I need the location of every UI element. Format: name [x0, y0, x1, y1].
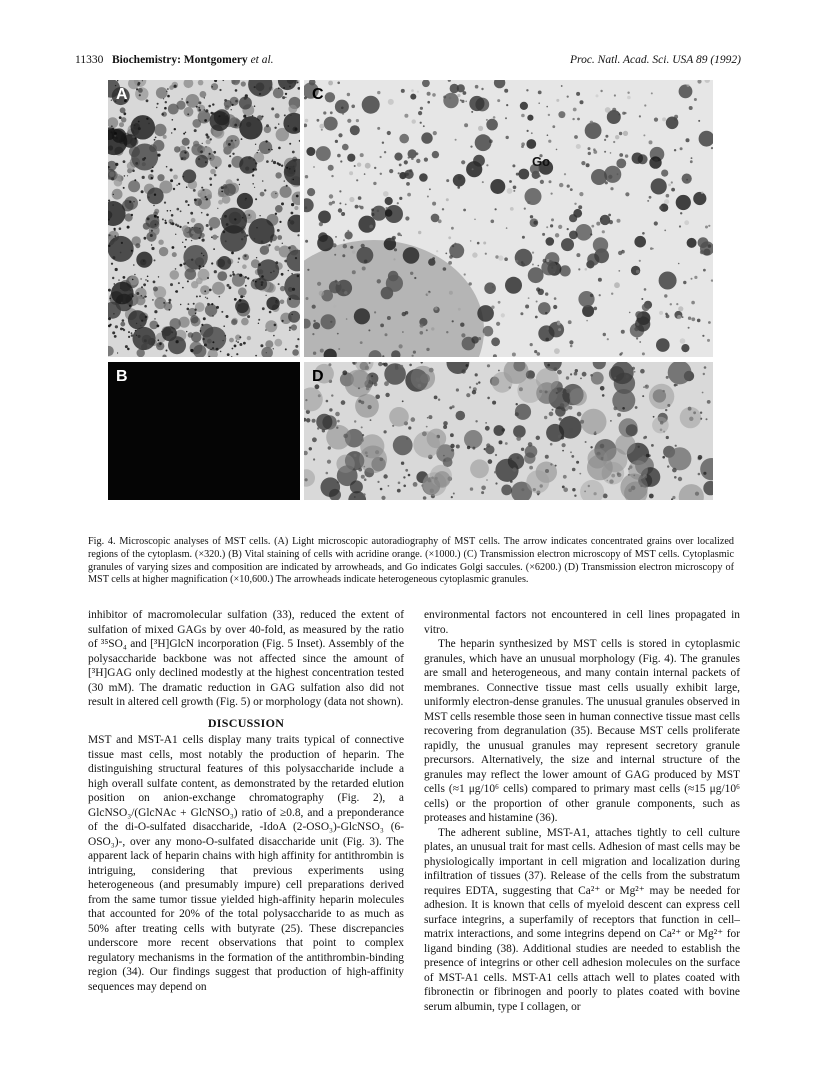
paragraph: The heparin synthesized by MST cells is stored in cytoplasmic granules, which have an unusual morphology (Fig. 4). The granules are small and heterogeneous, and many contain internal packets of membranes. Connective tissue mast cells usually exhibit large, uniformly electron-dense granules. The unusual granules observed in MST cells resemble those seen in human connective tissue mast cells recovering from degranulation (35). Because MST cells proliferate rapidly, the unusual granules may represent secretory granule precursors. Alternatively, the size and internal structure of the granules may reflect the lower amount of GAG produced by MST cells (≈1 μg/10⁶ cells) compared to primary mast cells (≈15 μg/10⁶ cells) or the proportion of other granule components, such as proteases and histamine (36). [424, 638, 740, 824]
right-column [424, 608, 740, 1014]
paragraph: The adherent subline, MST-A1, attaches tightly to cell culture plates, an unusual trait for mast cells. Adhesion of mast cells may be physiologically important in cell migration and localization during infiltration of tissues (37). Release of the cells from the substratum requires EDTA, suggesting that Ca²⁺ or Mg²⁺ may be needed for adhesion. It is known that cells of myeloid descent can express cell surface integrins, a superfamily of receptors that function in cell–matrix interactions, and some integrins depend on Ca²⁺ or Mg²⁺ for ligand binding (38). Additional studies are needed to establish the presence of integrins or other cell adhesion molecules on the surface of MST-A1 cells. MST-A1 cells attach well to plates coated with fibronectin or fibrinogen and poorly to plates coated with bovine serum albumin, type I collagen, or [424, 826, 740, 1013]
journal-section: Biochemistry: Montgomery [111, 54, 248, 66]
figure-4 [108, 80, 713, 500]
panel-d-image [304, 362, 713, 500]
panel-label-c: C [312, 86, 324, 103]
running-header [75, 54, 741, 70]
panel-label-d: D [312, 368, 324, 385]
panel-c-image [304, 80, 713, 357]
panel-label-b: B [116, 368, 128, 385]
figure-caption: Fig. 4. Microscopic analyses of MST cells. (A) Light microscopic autoradiography of MST cells. The arrow indicates concentrated grains over localized regions of the cytoplasm. (×320.) (B) Vital staining of cells with acridine orange. (×1000.) (C) Transmission electron microscopy of MST cells. Cytoplasmic granules of varying sizes and composition are indicated by arrowheads, and Go indicates Golgi saccules. (×6200.) (D) Transmission electron microscopy of MST cells at higher magnification (×10,600.) The arrowheads indicate heterogeneous cytoplasmic granules. [88, 536, 734, 586]
header-left [75, 54, 274, 70]
page-number: 11330 [75, 54, 104, 66]
citation: Proc. Natl. Acad. Sci. USA 89 (1992) [570, 54, 741, 66]
paragraph: inhibitor of macromolecular sulfation (33), reduced the extent of sulfation of mixed GAGs by over 40-fold, as measured by the ratio of ³⁵SO₄ and [³H]GlcN incorporation (Fig. 5 Inset). Assembly of the polysaccharide backbone was not affected since the amount of [³H]GAG only declined modestly at the highest concentration tested (30 mM). The dramatic reduction in GAG sulfation also did not result in altered cell growth (Fig. 5) or morphology (data not shown). [88, 609, 404, 708]
panel-d-tem-high-mag [304, 362, 713, 500]
section-heading: DISCUSSION [207, 715, 285, 730]
panel-label-a: A [116, 86, 128, 103]
panel-a-autoradiography [108, 80, 300, 357]
golgi-label: Go [532, 154, 551, 169]
panel-a-image [108, 80, 300, 357]
left-column [88, 608, 404, 994]
panel-b-acridine-orange [108, 362, 300, 500]
panel-c-tem [304, 80, 713, 357]
journal-section-suffix: et al. [247, 54, 274, 66]
paragraph: MST and MST-A1 cells display many traits typical of connective tissue mast cells, most notably the production of heparin. The distinguishing structural features of this polysaccharide include a high overall sulfate content, as demonstrated by the retarded elution position on anion-exchange chromatography (Fig. 2), a GlcNSO₃/(GlcNAc + GlcNSO₃) ratio of ≥0.8, and a preponderance of the di-O-sulfated disaccharide, -IdoA (2-OSO₃)-GlcNSO₃ (6-OSO₃)-, over any mono-O-sulfated disaccharide unit (Fig. 3). The apparent lack of heparin chains with high affinity for antithrombin is intriguing, considering that previous experiments using heterogeneous (and presumably impure) cell preparations derived from the same tumor tissue yielded high-affinity heparin molecules that accounted for 20% of the total polysaccharide to as much as 50% after treating cells with butyrate (25). These discrepancies underscore more recent observations that point to complex regulatory mechanisms in the formation of the antithrombin-binding region (34). Our findings suggest that production of high-affinity sequences may depend on [88, 734, 404, 993]
paragraph: environmental factors not encountered in cell lines propagated in vitro. [424, 609, 740, 636]
